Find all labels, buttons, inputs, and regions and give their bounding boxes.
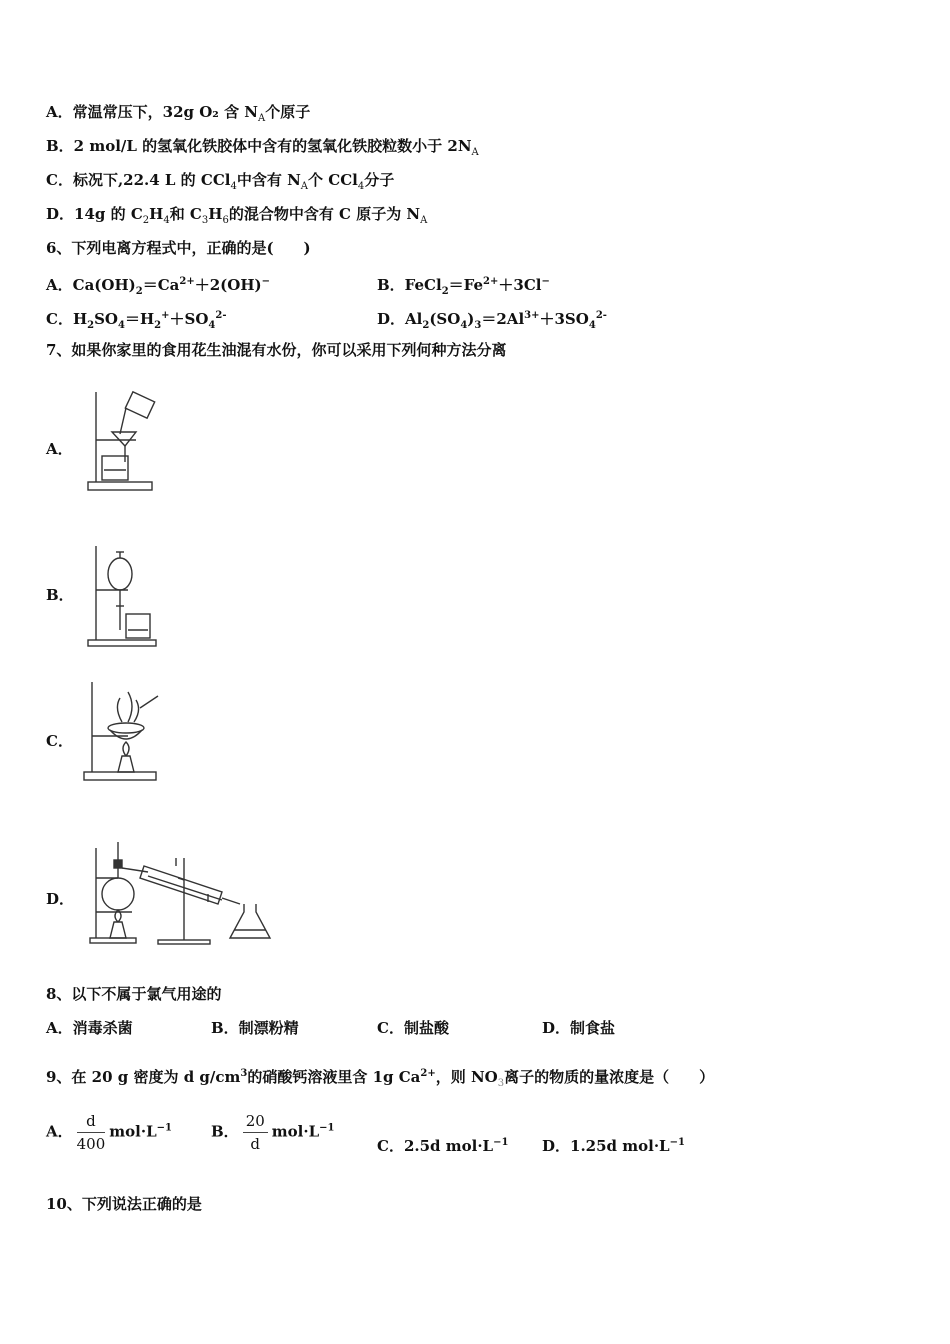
q9-option-c: C．2.5d $mol\cdot L^{-1}$ xyxy=(377,1137,509,1155)
q7-stem: 7、如果你家里的食用花生油混有水份，你可以采用下列何种方法分离 xyxy=(46,341,507,359)
q8-option-c: C．制盐酸 xyxy=(377,1019,449,1037)
q6-stem: 6、下列电离方程式中，正确的是( ) xyxy=(46,239,311,257)
q5-option-c: C．标况下,22.4 L 的 CCl$_4$中含有 $N_A$个 CCl$_4$分子 xyxy=(46,171,395,192)
q7-label-a: A． xyxy=(46,440,73,458)
q8-option-a: A．消毒杀菌 xyxy=(46,1019,133,1037)
q7-label-d: D． xyxy=(46,890,75,908)
q10-stem: 10、下列说法正确的是 xyxy=(46,1195,202,1213)
fraction-20-over-d: $\frac{20}{d}$ xyxy=(243,1112,268,1153)
q9-stem: 9、在 20 g 密度为 d $g/cm^3$的硝酸钙溶液里含 1g $Ca^{2+}$，则 $NO_3$离子的物质的量浓度是（ ） xyxy=(46,1068,715,1089)
q7-label-c: C． xyxy=(46,732,73,750)
q6-option-b: B．$FeCl_2=Fe^{2+}+3Cl^-$ xyxy=(377,276,550,297)
q9-option-a: A． $\frac{d}{400}$ $mol\cdot L^{-1}$ xyxy=(46,1112,172,1153)
distillation-apparatus-image xyxy=(88,838,272,946)
q5-option-b: B．2 mol/L 的氢氧化铁胶体中含有的氢氧化铁胶粒数小于 $2N_A$ xyxy=(46,137,479,158)
q8-option-b: B．制漂粉精 xyxy=(211,1019,299,1037)
q5-option-a: A．常温常压下，32g O₂ 含 $N_A$个原子 xyxy=(46,103,311,124)
q7-label-b: B． xyxy=(46,586,74,604)
separatory-funnel-image xyxy=(82,540,162,648)
filtration-apparatus-image xyxy=(82,382,162,494)
q6-option-c: C．$H_2SO_4=H_2^++SO_4^{2-}$ xyxy=(46,310,227,331)
q9-option-d: D．1.25d $mol\cdot L^{-1}$ xyxy=(542,1137,685,1155)
evaporation-apparatus-image xyxy=(80,678,164,784)
q8-option-d: D．制食盐 xyxy=(542,1019,616,1037)
q6-option-a: A．$Ca(OH)_2=Ca^{2+}+2(OH)^-$ xyxy=(46,276,270,297)
fraction-d-over-400: $\frac{d}{400}$ xyxy=(76,1112,106,1153)
q8-stem: 8、以下不属于氯气用途的 xyxy=(46,985,222,1003)
q5-option-d: D．14g 的 $C_2H_4$和 $C_3H_6$的混合物中含有 C 原子为 $N_A$ xyxy=(46,205,428,226)
q6-option-d: D．$Al_2(SO_4)_3=2Al^{3+}+3SO_4^{2-}$ xyxy=(377,310,607,331)
q9-option-b: B． $\frac{20}{d}$ $mol\cdot L^{-1}$ xyxy=(211,1112,335,1153)
